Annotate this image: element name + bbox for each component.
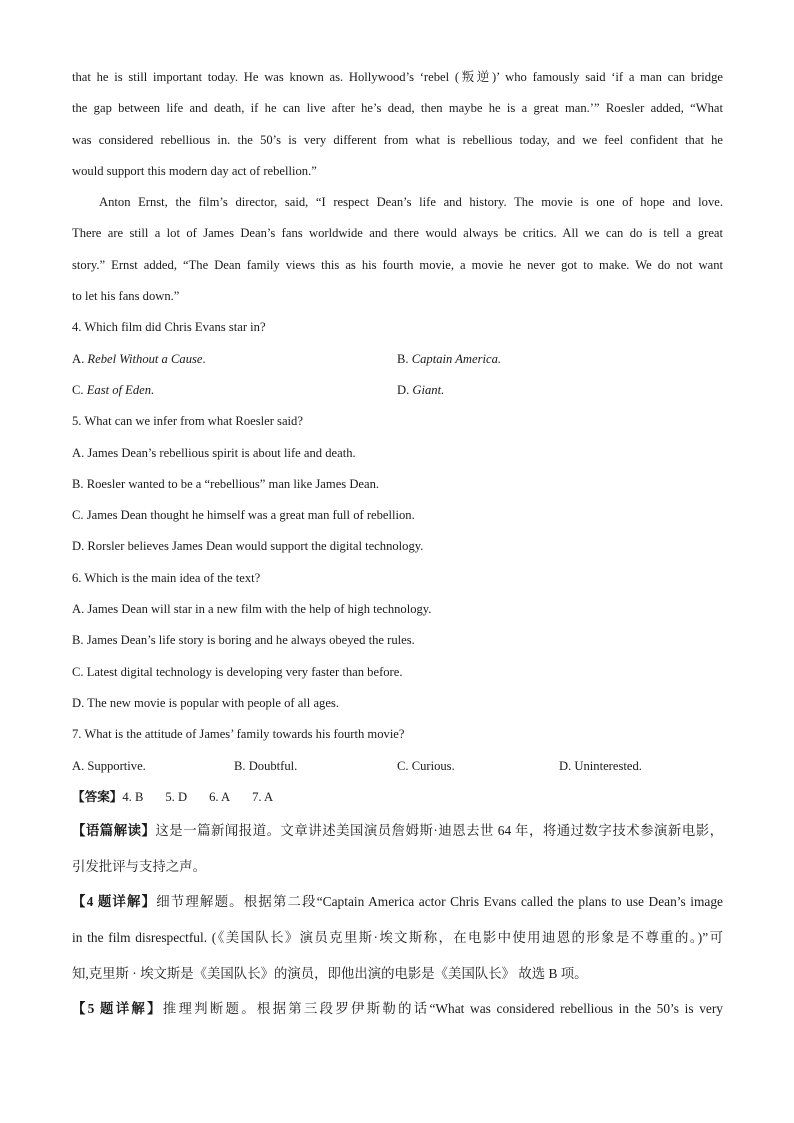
option-b: B. Doubtful. (234, 758, 298, 773)
passage-paragraph-2 (72, 187, 723, 312)
answer-label: 【答案】 (72, 789, 123, 804)
text-line: There are still a lot of James Dean’s fans worldwide and there would always be critics. All we can do is tell a great (72, 226, 723, 241)
option-row (72, 344, 723, 375)
text-line: was considered rebellious in. the 50’s is very different from what is rebellious today, and we feel confident that he (72, 132, 723, 147)
question-4 (72, 312, 723, 406)
q5-explanation (72, 991, 723, 1027)
text-line: the gap between life and death, if he can live after he’s dead, then maybe he is a great man.’” Roesler added, “What (72, 101, 723, 116)
option-b: B. James Dean’s life story is boring and he always obeyed the rules. (72, 633, 415, 648)
question-stem: 7. What is the attitude of James’ family towards his fourth movie? (72, 727, 405, 742)
option-d: D. The new movie is popular with people of all ages. (72, 695, 339, 710)
question-stem: 5. What can we infer from what Roesler said? (72, 414, 303, 429)
summary-label: 【语篇解读】 (72, 823, 156, 839)
option-c: C. Latest digital technology is developing very faster than before. (72, 664, 403, 679)
question-7 (72, 719, 723, 782)
question-6 (72, 563, 723, 719)
option-c: C. James Dean thought he himself was a great man full of rebellion. (72, 508, 415, 523)
explanation-line: 知,克里斯 · 埃文斯是《美国队长》的演员，即他出演的电影是《美国队长》 故选 B 项。 (72, 965, 588, 981)
option-c: C. Curious. (397, 758, 455, 773)
option-c: C. East of Eden. (72, 382, 155, 397)
explanation-line: 【5 题详解】推理判断题。根据第三段罗伊斯勒的话“What was considered rebellious in the 50’s is very (72, 1001, 723, 1017)
summary-line: 【语篇解读】这是一篇新闻报道。文章讲述美国演员詹姆斯·迪恩去世 64 年，将通过数字技术参演新电影， (72, 823, 724, 839)
option-row (72, 375, 723, 406)
q4-label: 【4 题详解】 (72, 894, 157, 910)
document-page (72, 62, 723, 1027)
text-line: to let his fans down.” (72, 289, 180, 304)
answer-key (72, 782, 723, 813)
q4-explanation (72, 884, 723, 991)
option-a: A. Supportive. (72, 758, 146, 773)
question-5 (72, 406, 723, 562)
option-a: A. Rebel Without a Cause. (72, 351, 206, 366)
option-row (72, 751, 723, 782)
answer-item: 4. B (122, 789, 144, 804)
text-line: Anton Ernst, the film’s director, said, “I respect Dean’s life and history. The movie is one of hope and love. (99, 195, 723, 210)
summary-line: 引发批评与支持之声。 (72, 858, 206, 874)
option-a: A. James Dean’s rebellious spirit is about life and death. (72, 445, 356, 460)
answer-item: 5. D (165, 789, 188, 804)
summary-section (72, 813, 723, 884)
explanation-line: 【4 题详解】细节理解题。根据第二段“Captain America actor Chris Evans called the plans to use Dean’s image (72, 894, 723, 910)
text-line: would support this modern day act of rebellion.” (72, 163, 317, 178)
answer-item: 7. A (252, 789, 274, 804)
option-d: D. Giant. (397, 382, 445, 397)
question-stem: 6. Which is the main idea of the text? (72, 570, 261, 585)
answer-item: 6. A (209, 789, 231, 804)
option-d: D. Uninterested. (559, 758, 642, 773)
question-stem: 4. Which film did Chris Evans star in? (72, 320, 266, 335)
text-line: that he is still important today. He was known as. Hollywood’s ‘rebel (叛逆)’ who famously said ‘if a man can bridge (72, 70, 723, 84)
option-a: A. James Dean will star in a new film with the help of high technology. (72, 602, 432, 617)
option-b: B. Captain America. (397, 351, 502, 366)
option-d: D. Rorsler believes James Dean would support the digital technology. (72, 539, 424, 554)
passage-paragraph-1 (72, 62, 723, 187)
option-b: B. Roesler wanted to be a “rebellious” man like James Dean. (72, 476, 380, 491)
q5-label: 【5 题详解】 (72, 1001, 163, 1017)
explanation-line: in the film disrespectful. (《美国队长》演员克里斯·埃文斯称，在电影中使用迪恩的形象是不尊重的。)”可 (72, 929, 723, 945)
text-line: story.” Ernst added, “The Dean family views this as his fourth movie, a movie he never got to make. We do not want (72, 257, 723, 272)
